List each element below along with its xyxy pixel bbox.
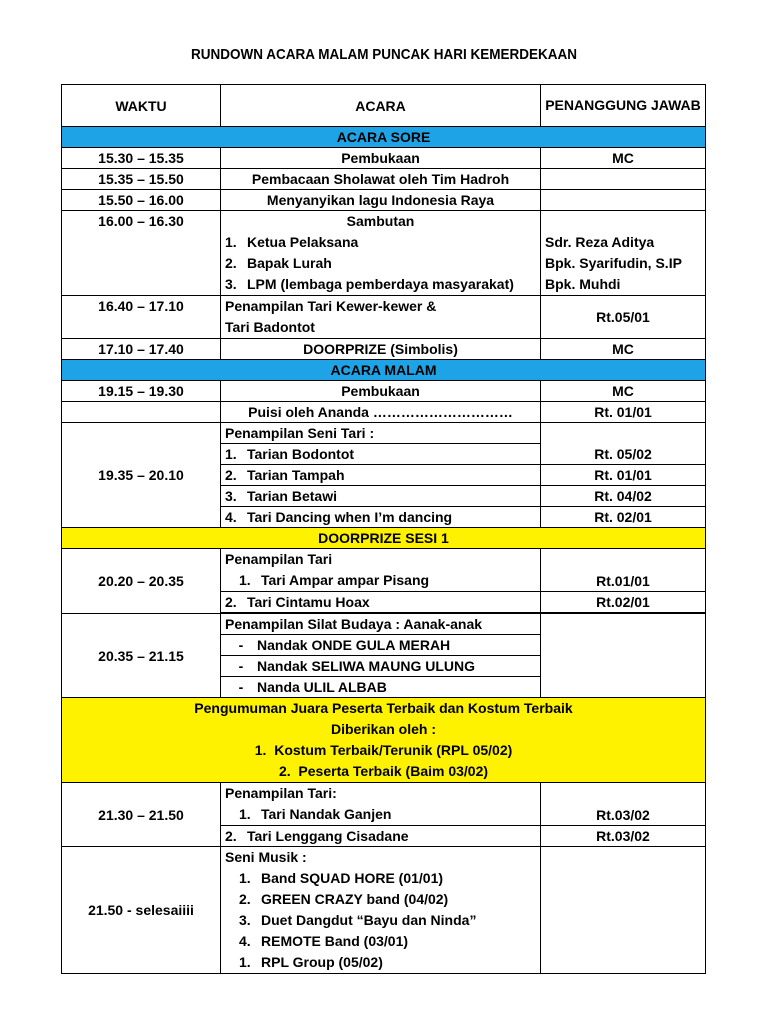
- announcement-line: Diberikan oleh :: [330, 721, 437, 737]
- acara-cell: Pembacaan Sholawat oleh Tim Hadroh: [221, 169, 541, 190]
- waktu-cell: 17.10 – 17.40: [62, 339, 221, 360]
- table-row: [62, 423, 706, 444]
- section-acara-sore: [62, 127, 706, 148]
- announcement-line: Pengumuman Juara Peserta Terbaik dan Kostum Terbaik: [194, 700, 573, 716]
- list-item: - Nanda ULIL ALBAB: [62, 677, 706, 698]
- pj-cell: Rt. 02/01: [541, 507, 706, 528]
- section-label: ACARA MALAM: [62, 360, 706, 381]
- header-acara: ACARA: [221, 85, 541, 127]
- acara-cell: Pembukaan: [221, 148, 541, 169]
- pj-cell: Rt.05/01: [541, 296, 706, 339]
- table-row: [62, 190, 706, 211]
- table-row: [62, 847, 706, 974]
- list-item: 2. GREEN CRAZY band (04/02): [239, 891, 449, 907]
- section-label: DOORPRIZE SESI 1: [62, 528, 706, 549]
- list-item: 2. Tari Cintamu Hoax Rt.02/01: [62, 592, 706, 613]
- acara-cell: [221, 211, 541, 296]
- pj-cell: Rt. 01/01: [541, 402, 706, 423]
- pj-cell: Rt.02/01: [541, 592, 706, 613]
- waktu-cell: [62, 402, 221, 423]
- list-item: 3. LPM (lembaga pemberdaya masyarakat): [225, 276, 514, 292]
- rundown-table: [61, 84, 706, 974]
- waktu-cell: 15.50 – 16.00: [62, 190, 221, 211]
- acara-cell: Penampilan Silat Budaya : Aanak-anak: [221, 614, 541, 635]
- pj-cell: MC: [541, 148, 706, 169]
- section-label: ACARA SORE: [62, 127, 706, 148]
- waktu-cell: 15.35 – 15.50: [62, 169, 221, 190]
- pj-cell: [541, 847, 706, 974]
- waktu-cell: 21.30 – 21.50: [62, 783, 221, 847]
- acara-cell: Penampilan Seni Tari :: [221, 423, 541, 444]
- waktu-cell: 20.20 – 20.35: [62, 549, 221, 614]
- pj-cell: [541, 169, 706, 190]
- waktu-cell: 16.00 – 16.30: [62, 211, 221, 296]
- pj-cell: Rt. 04/02: [541, 486, 706, 507]
- acara-cell: Penampilan Tari 1. Tari Ampar ampar Pisang: [221, 549, 541, 592]
- acara-cell: DOORPRIZE (Simbolis): [221, 339, 541, 360]
- pj-cell: Rt.03/02: [541, 783, 706, 826]
- table-row: [62, 169, 706, 190]
- pj-cell: MC: [541, 339, 706, 360]
- table-row: [62, 211, 706, 296]
- list-item: 3. Duet Dangdut “Bayu dan Ninda”: [239, 912, 477, 928]
- pj-name: Sdr. Reza Aditya: [545, 234, 655, 250]
- list-item: 1. Band SQUAD HORE (01/01): [239, 870, 444, 886]
- acara-heading: Sambutan: [346, 213, 415, 229]
- acara-cell: Menyanyikan lagu Indonesia Raya: [221, 190, 541, 211]
- list-item: 4. Tari Dancing when I’m dancing Rt. 02/01: [62, 507, 706, 528]
- pj-cell: MC: [541, 381, 706, 402]
- table-row: [62, 614, 706, 635]
- pj-name: Bpk. Muhdi: [545, 276, 621, 292]
- announcement-line: 1. Kostum Terbaik/Terunik (RPL 05/02): [254, 742, 513, 758]
- table-row: [62, 549, 706, 592]
- table-row: [62, 381, 706, 402]
- pj-cell: [541, 190, 706, 211]
- pj-name: Bpk. Syarifudin, S.IP: [545, 255, 682, 271]
- list-item: 1. Tarian Bodontot: [62, 444, 706, 465]
- acara-cell: Penampilan Tari Kewer-kewer & Tari Badontot: [221, 296, 541, 339]
- waktu-cell: 16.40 – 17.10: [62, 296, 221, 339]
- announcement-line: 2. Peserta Terbaik (Baim 03/02): [278, 763, 489, 779]
- list-item: - Nandak SELIWA MAUNG ULUNG: [62, 656, 706, 677]
- list-item: 1. Ketua Pelaksana: [225, 234, 359, 250]
- table-row: [62, 783, 706, 826]
- list-item: 4. REMOTE Band (03/01): [239, 933, 409, 949]
- announcement-row: [62, 698, 706, 783]
- waktu-cell: 20.35 – 21.15: [62, 614, 221, 698]
- section-acara-malam: [62, 360, 706, 381]
- acara-cell: Puisi oleh Ananda …………………………: [221, 402, 541, 423]
- list-item: 2. Tari Lenggang Cisadane Rt.03/02: [62, 826, 706, 847]
- waktu-cell: 15.30 – 15.35: [62, 148, 221, 169]
- list-item: 3. Tarian Betawi Rt. 04/02: [62, 486, 706, 507]
- section-doorprize-sesi-1: [62, 528, 706, 549]
- table-row: [62, 148, 706, 169]
- waktu-cell: 21.50 - selesaiiii: [62, 847, 221, 974]
- list-item: 2. Bapak Lurah: [225, 255, 332, 271]
- pj-cell: [541, 211, 706, 296]
- pj-cell: [541, 614, 706, 698]
- pj-cell: Rt. 05/02: [541, 423, 706, 465]
- table-row: [62, 339, 706, 360]
- table-row: [62, 296, 706, 339]
- list-item: 1. RPL Group (05/02): [239, 954, 383, 970]
- acara-cell: Seni Musik : 1. Band SQUAD HORE (01/01) 2. GREEN CRAZY band (04/02) 3. Duet Dangdut “Bayu dan Ninda” 4. REMOTE Band (03/01) 1. RPL Group (05/02): [221, 847, 541, 974]
- pj-cell: Rt.03/02: [541, 826, 706, 847]
- header-row: [62, 85, 706, 127]
- list-item: 2. Tarian Tampah Rt. 01/01: [62, 465, 706, 486]
- waktu-cell: 19.35 – 20.10: [62, 423, 221, 528]
- pj-cell: Rt. 01/01: [541, 465, 706, 486]
- announcement-cell: [62, 698, 706, 783]
- acara-cell: Pembukaan: [221, 381, 541, 402]
- table-row: [62, 402, 706, 423]
- acara-cell: Penampilan Tari: 1. Tari Nandak Ganjen: [221, 783, 541, 826]
- header-penanggung-jawab: PENANGGUNG JAWAB: [541, 85, 706, 127]
- waktu-cell: 19.15 – 19.30: [62, 381, 221, 402]
- document-title: RUNDOWN ACARA MALAM PUNCAK HARI KEMERDEKAAN: [191, 46, 577, 63]
- header-waktu: WAKTU: [62, 85, 221, 127]
- list-item: - Nandak ONDE GULA MERAH: [62, 635, 706, 656]
- pj-cell: Rt.01/01: [541, 549, 706, 592]
